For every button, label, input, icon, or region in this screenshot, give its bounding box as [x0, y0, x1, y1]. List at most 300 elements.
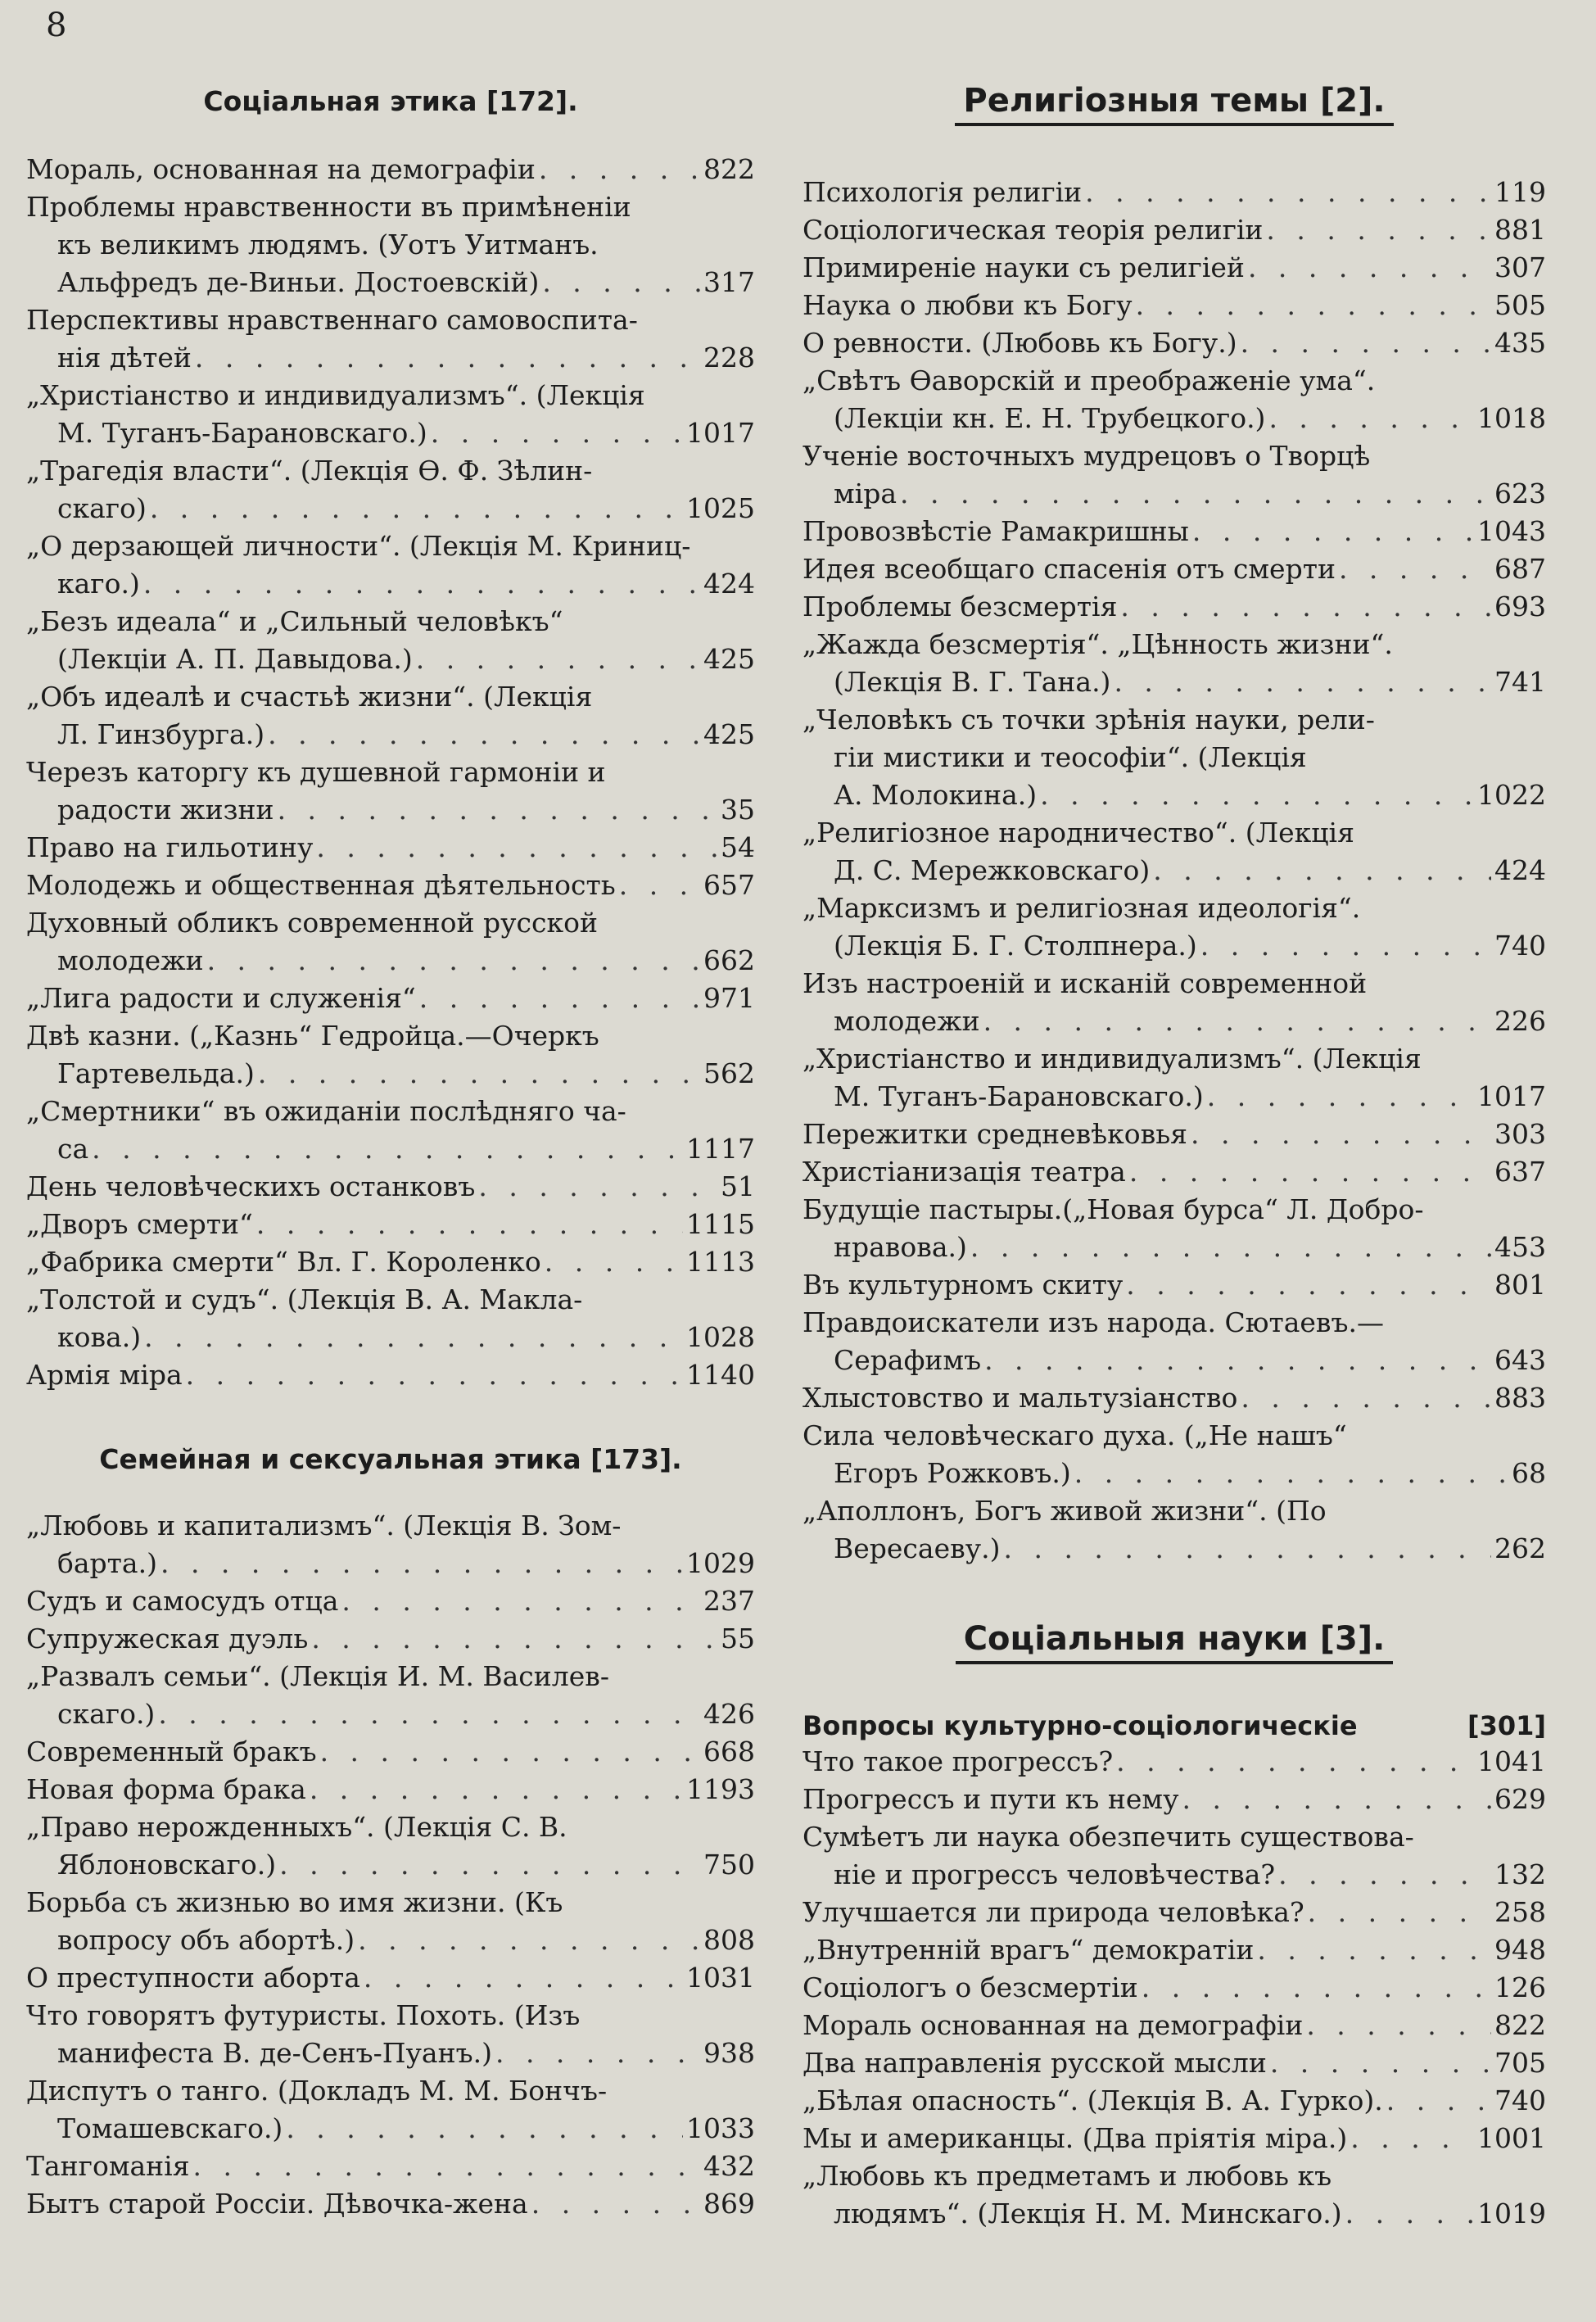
toc-entry-title: „Развалъ семьи“. (Лекція И. М. Василев-: [26, 1660, 609, 1692]
leader-dots: [258, 1055, 700, 1093]
toc-entry-line: [26, 452, 755, 490]
toc-entry-title: „Христіанство и индивидуализмъ“. (Лекція: [26, 379, 645, 411]
toc-entry-page: 750: [703, 1849, 755, 1881]
toc-entry-page: 1113: [686, 1246, 755, 1278]
toc-entry: [26, 1243, 755, 1281]
toc-entry-page: 971: [703, 982, 755, 1014]
leader-dots: [1207, 1078, 1474, 1116]
toc-entry-line: [26, 829, 755, 867]
toc-entry-page: 1193: [686, 1773, 755, 1805]
toc-entry-line: [26, 226, 755, 264]
toc-entry-line: [803, 663, 1546, 701]
leader-dots: [256, 1206, 683, 1243]
toc-entry-line: [26, 1507, 755, 1545]
toc-entry-title: Будущіе пастыры.(„Новая бурса“ Л. Добро-: [803, 1193, 1424, 1225]
leader-dots: [1270, 2044, 1491, 2082]
toc-entry: [26, 527, 755, 603]
toc-entry: [803, 1492, 1546, 1568]
toc-entry-title: Сумѣетъ ли наука обезпечить существова-: [803, 1821, 1414, 1853]
leader-dots: [341, 1582, 700, 1620]
toc-entry-title: Д. С. Мережковскаго): [834, 854, 1151, 886]
toc-entry-line: [26, 377, 755, 414]
toc-entry-title: Тангоманія: [26, 2150, 190, 2182]
toc-entry-page: 822: [1494, 2009, 1546, 2041]
toc-entry-title: „Христіанство и индивидуализмъ“. (Лекція: [803, 1043, 1422, 1075]
toc-entry-title: Яблоновскаго.): [57, 1849, 277, 1881]
toc-entry-title: „Право нерожденныхъ“. (Лекція С. В.: [26, 1811, 567, 1843]
toc-entry-line: [803, 1342, 1546, 1379]
toc-entry-page: 687: [1494, 553, 1546, 585]
leader-dots: [1278, 1856, 1491, 1894]
leader-dots: [207, 942, 700, 980]
toc-entry-line: [803, 1191, 1546, 1229]
toc-entry-title: людямъ“. (Лекція Н. М. Минскаго.): [834, 2198, 1342, 2229]
toc-entry: [803, 701, 1546, 814]
toc-entry-line: [803, 1856, 1546, 1894]
toc-entry-page: 435: [1494, 327, 1546, 359]
page-number: 8: [46, 7, 67, 44]
leader-dots: [278, 791, 717, 829]
toc-entry-title: Въ культурномъ скиту: [803, 1269, 1124, 1301]
leader-dots: [1114, 663, 1491, 701]
toc-entry: [803, 2157, 1546, 2233]
toc-entry-page: 662: [703, 944, 755, 976]
toc-entry: [803, 814, 1546, 889]
leader-dots: [619, 867, 700, 904]
leader-dots: [1191, 1116, 1491, 1153]
toc-entry-title: Судъ и самосудъ отца: [26, 1585, 339, 1617]
toc-entry-title: Молодежь и общественная дѣятельность: [26, 869, 616, 901]
toc-entry-title: „Трагедія власти“. (Лекція Ѳ. Ф. Зѣлин-: [26, 455, 593, 487]
toc-entry: [803, 437, 1546, 513]
toc-entry-line: [26, 1733, 755, 1771]
toc-entry-title: Мы и американцы. (Два пріятія міра.): [803, 2122, 1348, 2154]
section-heading-religious-topics: [803, 82, 1546, 120]
toc-entry-page: 1017: [1477, 1080, 1546, 1112]
toc-entry-page: 938: [703, 2037, 755, 2069]
toc-entry-title: Право на гильотину: [26, 831, 314, 863]
toc-entry-line: [26, 301, 755, 339]
toc-entry-line: [803, 475, 1546, 513]
toc-entry-line: [803, 1781, 1546, 1818]
toc-entry-title: „Жажда безсмертія“. „Цѣнность жизни“.: [803, 628, 1393, 660]
toc-entry: [803, 1304, 1546, 1379]
toc-entry-title: Сила человѣческаго духа. („Не нашъ“: [803, 1419, 1347, 1451]
toc-entry-title: Два направленія русской мысли: [803, 2047, 1267, 2079]
toc-entry-line: [803, 550, 1546, 588]
toc-entry-title: Христіанизація театра: [803, 1156, 1126, 1188]
toc-entry-title: Альфредъ де-Виньи. Достоевскій): [57, 266, 540, 298]
toc-entry-line: [803, 776, 1546, 814]
toc-entry-page: 1140: [686, 1359, 755, 1391]
toc-entry: [26, 2185, 755, 2223]
section-heading-social-ethics: Соціальная этика [172].: [203, 85, 578, 117]
subheading-number: [301]: [1467, 1710, 1546, 1741]
toc-entry-page: 1019: [1477, 2198, 1546, 2229]
toc-entry-title: „О дерзающей личности“. (Лекція М. Криниц-: [26, 530, 691, 562]
toc-entry-line: [26, 1846, 755, 1884]
toc-entry-line: [26, 2148, 755, 2185]
toc-entry-title: Бытъ старой Россіи. Дѣвочка-жена: [26, 2188, 528, 2220]
toc-entry-page: 1025: [686, 492, 755, 524]
toc-entry: [803, 1818, 1546, 1894]
leader-dots: [1308, 1894, 1491, 1931]
toc-entry-title: „Дворъ смерти“: [26, 1208, 253, 1240]
toc-entry-line: [803, 1040, 1546, 1078]
toc-entry-line: [26, 2185, 755, 2223]
toc-entry-line: [26, 1356, 755, 1394]
toc-entry: [26, 1093, 755, 1168]
toc-entry-title: „Любовь и капитализмъ“. (Лекція В. Зом-: [26, 1510, 622, 1541]
toc-entry-line: [803, 889, 1546, 927]
leader-dots: [1200, 927, 1491, 965]
toc-entry-title: „Бѣлая опасность“. (Лекція В. А. Гурко).: [803, 2084, 1383, 2116]
toc-entry: [26, 829, 755, 867]
toc-entry-line: [26, 264, 755, 301]
leader-dots: [1129, 1153, 1491, 1191]
toc-entry-line: [803, 400, 1546, 437]
toc-entry-line: [26, 1319, 755, 1356]
toc-entry-line: [26, 1771, 755, 1808]
toc-entry: [803, 1153, 1546, 1191]
toc-entry-line: [803, 437, 1546, 475]
toc-entry-line: [803, 965, 1546, 1003]
leader-dots: [193, 2148, 700, 2185]
toc-entry-page: 132: [1494, 1858, 1546, 1890]
toc-entry-page: 1043: [1477, 515, 1546, 547]
toc-entry: [26, 1582, 755, 1620]
toc-entry-page: 637: [1494, 1156, 1546, 1188]
toc-entry-title: „Свѣтъ Ѳаворскій и преображеніе ума“.: [803, 364, 1376, 396]
toc-entry: [803, 1266, 1546, 1304]
leader-dots: [539, 151, 700, 188]
toc-entry-title: Пережитки средневѣковья: [803, 1118, 1187, 1150]
toc-entry-line: [26, 565, 755, 603]
toc-entry: [26, 1997, 755, 2072]
toc-entry-line: [803, 2007, 1546, 2044]
section-heading-text: Религіозныя темы [2].: [955, 82, 1393, 126]
toc-entry-title: Новая форма брака: [26, 1773, 306, 1805]
toc-entry-page: 668: [703, 1736, 755, 1768]
leader-dots: [1241, 324, 1491, 362]
toc-entry-page: 453: [1494, 1231, 1546, 1263]
toc-entry: [803, 1931, 1546, 1969]
leader-dots: [161, 1545, 683, 1582]
toc-entry-title: Проблемы безсмертія: [803, 591, 1118, 622]
leader-dots: [1339, 550, 1491, 588]
toc-entry-title: Улучшается ли природа человѣка?: [803, 1896, 1304, 1928]
toc-entry-line: [26, 904, 755, 942]
toc-entry-line: [26, 1620, 755, 1658]
toc-entry-title: Диспутъ о танго. (Докладъ М. М. Бончъ-: [26, 2075, 608, 2107]
toc-entry-line: [26, 490, 755, 527]
toc-entry-page: 505: [1494, 289, 1546, 321]
leader-dots: [431, 414, 683, 452]
toc-entry-line: [26, 339, 755, 377]
toc-entry-title: Прогрессъ и пути къ нему: [803, 1783, 1179, 1815]
toc-entry: [803, 588, 1546, 626]
toc-entry-title: Соціологическая теорія религіи: [803, 214, 1264, 246]
leader-dots: [545, 1243, 683, 1281]
toc-entry-page: 741: [1494, 666, 1546, 698]
toc-entry-title: „Аполлонъ, Богъ живой жизни“. (По: [803, 1495, 1327, 1527]
section-heading-text: Соціальныя науки [3].: [956, 1620, 1394, 1664]
toc-entry-line: [26, 2035, 755, 2072]
toc-entry: [26, 1281, 755, 1356]
leader-dots: [1306, 2007, 1491, 2044]
toc-entry: [26, 151, 755, 188]
toc-entry: [26, 1620, 755, 1658]
toc-entry-title: Черезъ каторгу къ душевной гармоніи и: [26, 756, 606, 788]
leader-dots: [286, 2110, 683, 2148]
toc-entry-line: [803, 739, 1546, 776]
toc-entry-page: 1041: [1477, 1745, 1546, 1777]
toc-entry: [803, 211, 1546, 249]
toc-entry-title: О преступности аборта: [26, 1962, 360, 1994]
toc-entry-title: Ученіе восточныхъ мудрецовъ о Творцѣ: [803, 440, 1371, 472]
toc-entry-line: [26, 754, 755, 791]
toc-entry-title: О ревности. (Любовь къ Богу.): [803, 327, 1237, 359]
toc-entry-line: [26, 1884, 755, 1921]
toc-entry-page: 623: [1494, 478, 1546, 509]
leader-dots: [1248, 249, 1491, 287]
toc-entry-line: [803, 1003, 1546, 1040]
toc-entry-line: [26, 1959, 755, 1997]
leader-dots: [542, 264, 700, 301]
toc-entry-line: [803, 249, 1546, 287]
toc-entry-line: [803, 626, 1546, 663]
toc-entry-line: [26, 942, 755, 980]
toc-entry: [803, 1743, 1546, 1781]
toc-entry-page: 740: [1494, 2084, 1546, 2116]
toc-entry: [803, 2044, 1546, 2082]
toc-entry: [26, 1658, 755, 1733]
toc-entry-title: (Лекціи кн. Е. Н. Трубецкого.): [834, 402, 1266, 434]
section-heading-social-sciences: [803, 1620, 1546, 1658]
toc-entry-line: [26, 678, 755, 716]
toc-entry-line: [803, 1116, 1546, 1153]
toc-entry-page: 1001: [1477, 2122, 1546, 2154]
leader-dots: [311, 1620, 717, 1658]
toc-entry-title: Психологія религіи: [803, 176, 1083, 208]
toc-entry-line: [803, 174, 1546, 211]
toc-entry-line: [26, 1206, 755, 1243]
toc-entry-title: Изъ настроеній и исканій современной: [803, 967, 1368, 999]
toc-entry: [803, 550, 1546, 588]
leader-dots: [1136, 287, 1491, 324]
toc-entry-line: [803, 814, 1546, 852]
toc-entry-title: Идея всеобщаго спасенія отъ смерти: [803, 553, 1336, 585]
toc-entry-title: Вересаеву.): [834, 1532, 1001, 1564]
toc-entry-page: 1117: [686, 1133, 755, 1165]
toc-entry-title: М. Туганъ-Барановскаго.): [57, 417, 427, 449]
toc-entry-title: „Лига радости и служенія“: [26, 982, 416, 1014]
toc-entry-page: 1018: [1477, 402, 1546, 434]
leader-dots: [970, 1229, 1491, 1266]
toc-entry-page: 740: [1494, 930, 1546, 962]
toc-entry-line: [803, 1379, 1546, 1417]
toc-entry-title: каго.): [57, 568, 140, 600]
toc-entry-page: 54: [721, 831, 755, 863]
toc-entry-line: [803, 362, 1546, 400]
toc-entry-title: Армія міра: [26, 1359, 183, 1391]
toc-entry-page: 424: [1494, 854, 1546, 886]
toc-entry-title: молодежи: [834, 1005, 980, 1037]
toc-entry-line: [803, 1818, 1546, 1856]
toc-entry-title: скаго): [57, 492, 147, 524]
toc-entry: [26, 1884, 755, 1959]
toc-entry-title: Наука о любви къ Богу: [803, 289, 1133, 321]
toc-entry-page: 657: [703, 869, 755, 901]
toc-entry: [26, 678, 755, 754]
toc-entry-page: 1115: [686, 1208, 755, 1240]
toc-entry-line: [26, 1582, 755, 1620]
toc-entry-title: Соціологъ о безсмертіи: [803, 1971, 1138, 2003]
toc-entry: [803, 1191, 1546, 1266]
toc-entry-line: [803, 1078, 1546, 1116]
subheading-cultural-sociological: [803, 1710, 1546, 1741]
toc-entry-line: [803, 2082, 1546, 2120]
leader-dots: [478, 1168, 717, 1206]
leader-dots: [316, 829, 717, 867]
toc-entry: [803, 1894, 1546, 1931]
toc-entry-title: „Объ идеалѣ и счастьѣ жизни“. (Лекція: [26, 681, 593, 713]
toc-entry: [803, 1379, 1546, 1417]
leader-dots: [983, 1003, 1491, 1040]
toc-entry-line: [803, 1969, 1546, 2007]
toc-entry-page: 693: [1494, 591, 1546, 622]
toc-entry-title: Егоръ Рожковъ.): [834, 1457, 1071, 1489]
toc-entry-page: 869: [703, 2188, 755, 2220]
toc-entry-page: 948: [1494, 1934, 1546, 1966]
toc-entry-line: [803, 1931, 1546, 1969]
toc-entry: [26, 980, 755, 1017]
toc-entry-line: [803, 1417, 1546, 1455]
toc-entry-title: Духовный обликъ современной русской: [26, 907, 598, 939]
toc-entry-line: [803, 852, 1546, 889]
toc-entry-line: [26, 980, 755, 1017]
toc-entry-line: [26, 1921, 755, 1959]
leader-dots: [358, 1921, 700, 1959]
toc-entry-page: 303: [1494, 1118, 1546, 1150]
toc-entry-title: „Смертники“ въ ожиданіи послѣдняго ча-: [26, 1095, 626, 1127]
toc-entry-page: 1017: [686, 417, 755, 449]
toc-entry-title: Мораль основанная на демографіи: [803, 2009, 1304, 2041]
leader-dots: [310, 1771, 683, 1808]
toc-entry-page: 883: [1494, 1382, 1546, 1414]
toc-entry-page: 426: [703, 1698, 755, 1730]
leader-dots: [279, 1846, 700, 1884]
toc-entry-page: 1022: [1477, 779, 1546, 811]
toc-entry-page: 51: [721, 1170, 755, 1202]
toc-entry-page: 881: [1494, 214, 1546, 246]
toc-entry-page: 562: [703, 1057, 755, 1089]
toc-entry: [803, 2007, 1546, 2044]
toc-entry-line: [26, 151, 755, 188]
toc-entry-line: [26, 640, 755, 678]
leader-dots: [495, 2035, 700, 2072]
toc-entry: [26, 2072, 755, 2148]
toc-entry-line: [803, 1304, 1546, 1342]
toc-entry-line: [803, 1743, 1546, 1781]
leader-dots: [1003, 1530, 1491, 1568]
toc-entry-line: [26, 2110, 755, 2148]
toc-entry-title: Гартевельда.): [57, 1057, 255, 1089]
toc-entry-title: кова.): [57, 1321, 142, 1353]
toc-entry-page: 801: [1494, 1269, 1546, 1301]
toc-entry-page: 237: [703, 1585, 755, 1617]
toc-entry: [803, 626, 1546, 701]
toc-entry-line: [803, 2120, 1546, 2157]
toc-entry-line: [803, 588, 1546, 626]
leader-dots: [1345, 2195, 1474, 2233]
toc-entry-line: [26, 1545, 755, 1582]
toc-entry: [803, 1417, 1546, 1492]
toc-entry-title: Мораль, основанная на демографіи: [26, 153, 536, 185]
leader-dots: [1126, 1266, 1491, 1304]
toc-entry-line: [26, 867, 755, 904]
toc-entry-line: [803, 2157, 1546, 2195]
toc-entry-title: День человѣческихъ останковъ: [26, 1170, 476, 1202]
toc-entry-page: 432: [703, 2150, 755, 2182]
leader-dots: [1386, 2082, 1491, 2120]
toc-entry-title: ніе и прогрессъ человѣчества?: [834, 1858, 1276, 1890]
toc-entry: [803, 1040, 1546, 1116]
toc-entry-page: 126: [1494, 1971, 1546, 2003]
toc-entry-title: міра: [834, 478, 897, 509]
toc-entry: [26, 377, 755, 452]
toc-entry: [26, 1733, 755, 1771]
toc-entry-title: Супружеская дуэль: [26, 1623, 309, 1654]
toc-entry-title: Борьба съ жизнью во имя жизни. (Къ: [26, 1886, 563, 1918]
toc-entry: [26, 904, 755, 980]
toc-entry-title: (Лекція В. Г. Тана.): [834, 666, 1111, 698]
toc-entry: [26, 1959, 755, 1997]
toc-entry: [26, 188, 755, 301]
toc-entry: [803, 2120, 1546, 2157]
toc-entry: [26, 452, 755, 527]
toc-entry-line: [26, 1997, 755, 2035]
toc-entry: [803, 174, 1546, 211]
toc-entry: [803, 2082, 1546, 2120]
toc-entry-page: 119: [1494, 176, 1546, 208]
toc-entry-page: 1031: [686, 1962, 755, 1994]
toc-entry-page: 68: [1512, 1457, 1546, 1489]
toc-entry-title: Правдоискатели изъ народа. Сютаевъ.—: [803, 1306, 1384, 1338]
toc-entry-line: [803, 211, 1546, 249]
toc-entry-line: [803, 1229, 1546, 1266]
leader-dots: [1257, 1931, 1491, 1969]
toc-entry: [803, 965, 1546, 1040]
toc-entry-page: 258: [1494, 1896, 1546, 1928]
toc-entry-title: барта.): [57, 1547, 157, 1579]
toc-entry-title: Что такое прогрессъ?: [803, 1745, 1114, 1777]
toc-entry-line: [26, 1243, 755, 1281]
toc-entry-page: 822: [703, 153, 755, 185]
toc-entry-page: 643: [1494, 1344, 1546, 1376]
toc-entry-line: [803, 2195, 1546, 2233]
toc-entry-line: [803, 287, 1546, 324]
toc-entry-page: 226: [1494, 1005, 1546, 1037]
toc-entry-title: Примиреніе науки съ религіей: [803, 251, 1245, 283]
toc-entry-line: [26, 1808, 755, 1846]
toc-entry-title: „Толстой и судъ“. (Лекція В. А. Макла-: [26, 1283, 583, 1315]
toc-entry-title: Что говорятъ футуристы. Похоть. (Изъ: [26, 1999, 581, 2031]
toc-entry-page: 629: [1494, 1783, 1546, 1815]
toc-entry-line: [26, 1093, 755, 1130]
toc-entry-page: 228: [703, 342, 755, 373]
toc-entry-title: А. Молокина.): [834, 779, 1038, 811]
